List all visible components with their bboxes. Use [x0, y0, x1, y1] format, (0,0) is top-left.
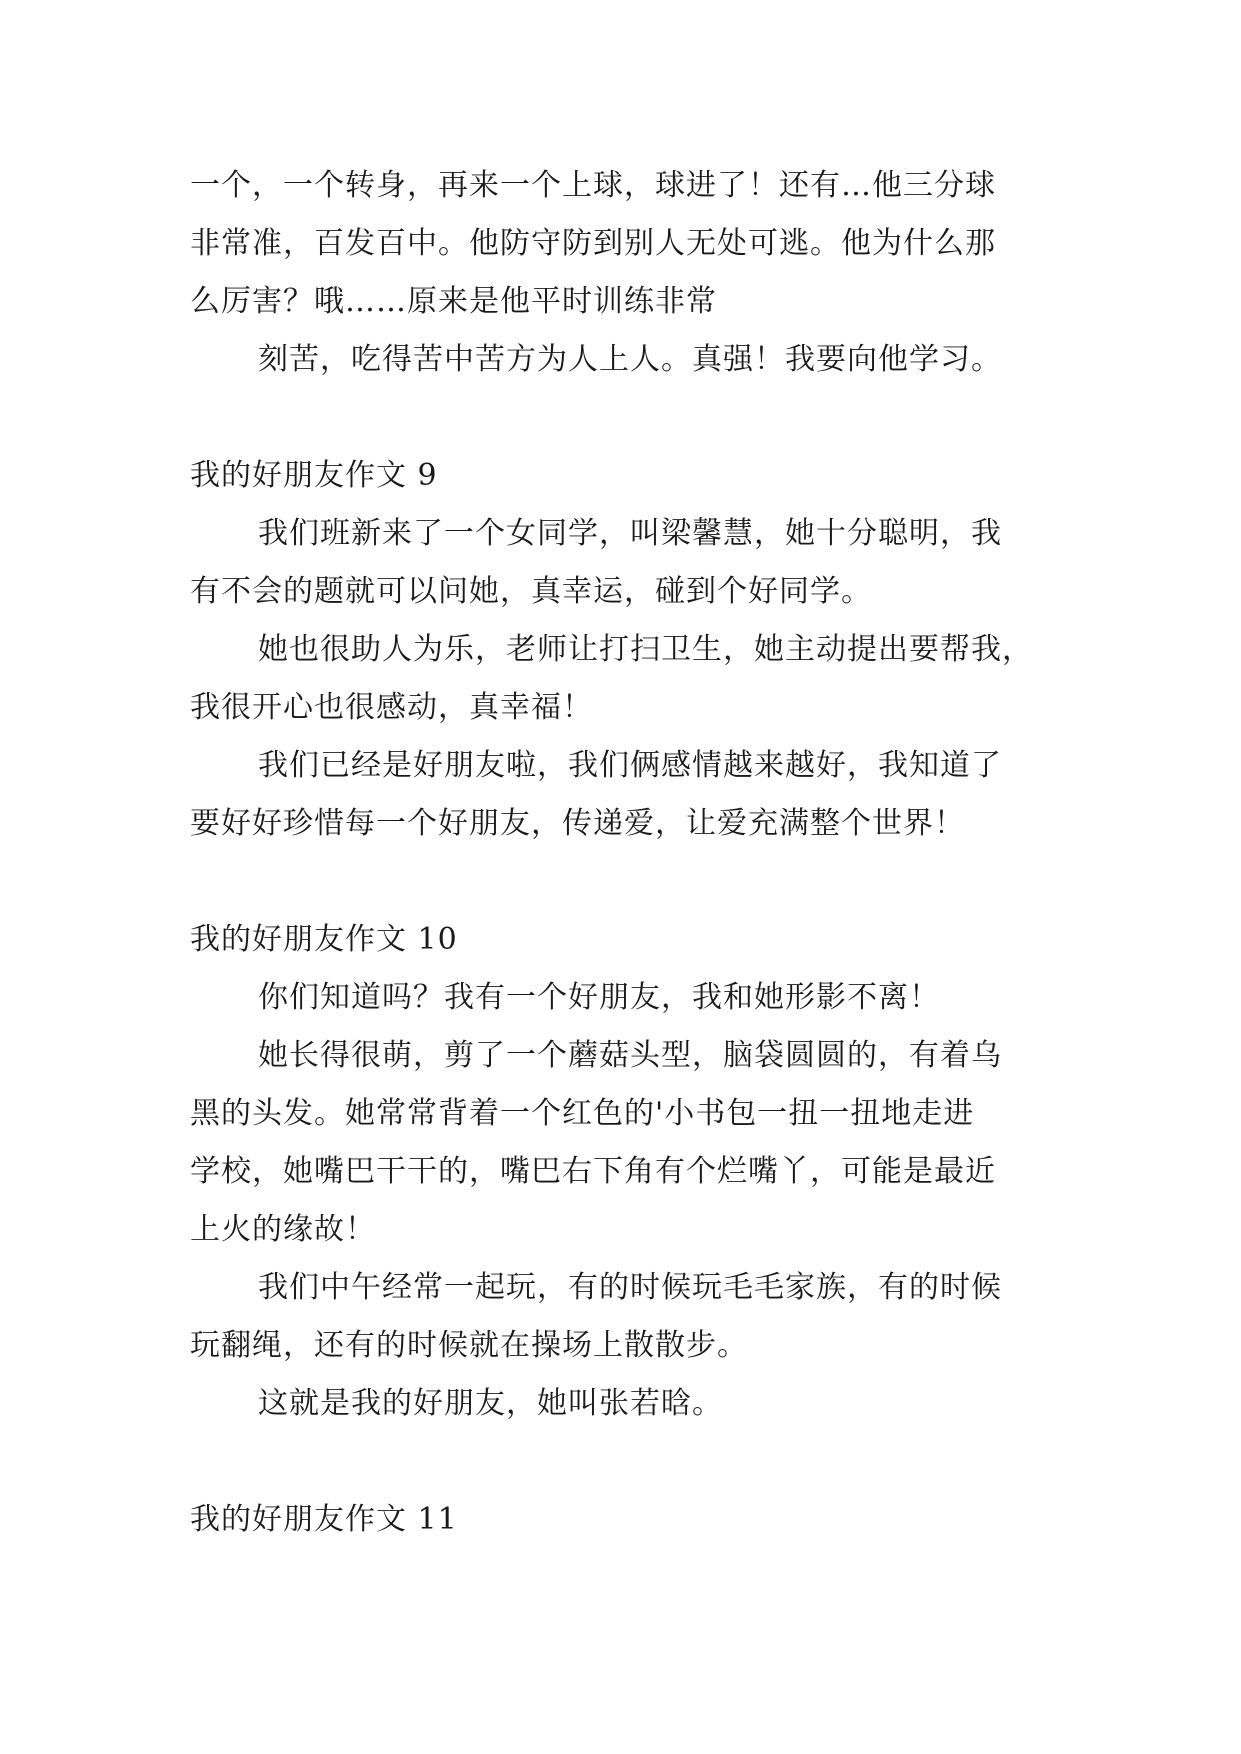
paragraph-line: 要好好珍惜每一个好朋友，传递爱，让爱充满整个世界！ [190, 806, 965, 841]
section-spacer [190, 1433, 1070, 1491]
paragraph-line: 么厉害？哦……原来是他平时训练非常 [190, 284, 717, 319]
section-spacer [190, 389, 1070, 447]
paragraph-line: 黑的头发。她常常背着一个红色的'小书包一扭一扭地走进 [190, 1096, 975, 1131]
paragraph-line: 她长得很萌，剪了一个蘑菇头型，脑袋圆圆的，有着乌 [258, 1038, 1002, 1073]
document-body [190, 157, 1070, 1549]
essay-heading: 我的好朋友作文 9 [190, 458, 438, 493]
paragraph-line: 我们已经是好朋友啦，我们俩感情越来越好，我知道了 [258, 748, 1002, 783]
paragraph-line: 刻苦，吃得苦中苦方为人上人。真强！我要向他学习。 [258, 342, 1002, 377]
paragraph-line: 玩翻绳，还有的时候就在操场上散散步。 [190, 1328, 748, 1363]
paragraph-line: 非常准，百发百中。他防守防到别人无处可逃。他为什么那 [190, 226, 996, 261]
paragraph-line: 我们班新来了一个女同学，叫梁馨慧，她十分聪明，我 [258, 516, 1002, 551]
paragraph-line: 她也很助人为乐，老师让打扫卫生，她主动提出要帮我， [258, 632, 1033, 667]
paragraph-line: 一个，一个转身，再来一个上球，球进了！还有…他三分球 [190, 168, 996, 203]
paragraph-line: 学校，她嘴巴干干的，嘴巴右下角有个烂嘴丫，可能是最近 [190, 1154, 996, 1189]
paragraph-line: 我很开心也很感动，真幸福！ [190, 690, 593, 725]
paragraph-line: 上火的缘故！ [190, 1212, 376, 1247]
paragraph-line: 有不会的题就可以问她，真幸运，碰到个好同学。 [190, 574, 872, 609]
essay-heading: 我的好朋友作文 10 [190, 922, 458, 957]
paragraph-line: 我们中午经常一起玩，有的时候玩毛毛家族，有的时候 [258, 1270, 1002, 1305]
paragraph-line: 你们知道吗？我有一个好朋友，我和她形影不离！ [258, 980, 940, 1015]
essay-heading: 我的好朋友作文 11 [190, 1502, 458, 1537]
paragraph-line: 这就是我的好朋友，她叫张若晗。 [258, 1386, 723, 1421]
section-spacer [190, 853, 1070, 911]
